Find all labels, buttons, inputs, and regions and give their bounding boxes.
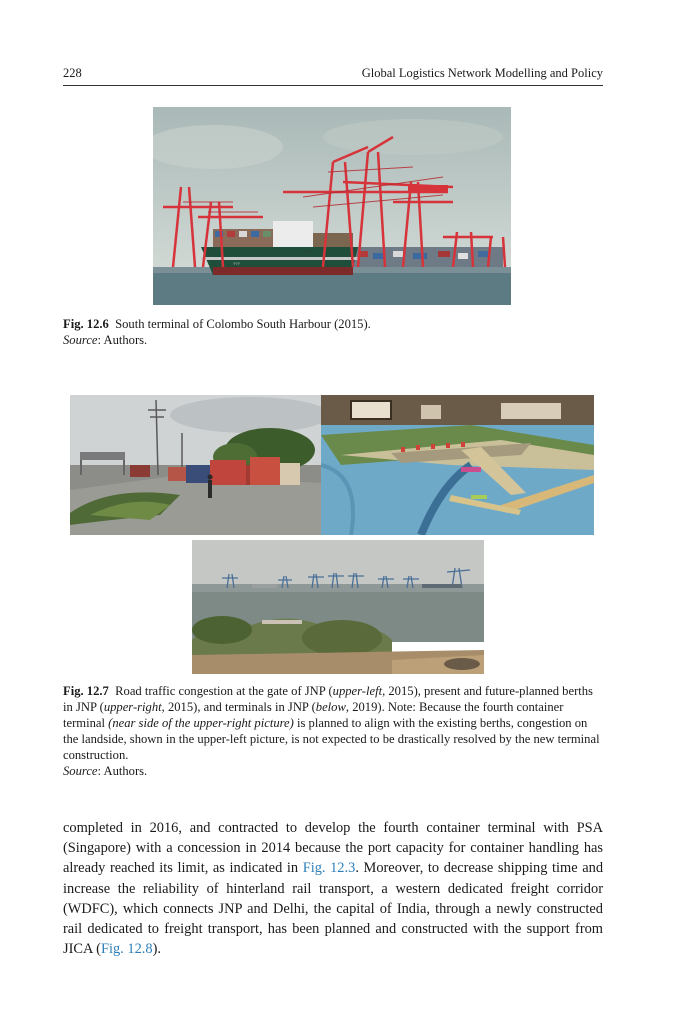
figure-12-6-caption bbox=[63, 316, 603, 348]
figure-12-7-caption-part: Road traffic congestion at the gate of JNP ( bbox=[115, 684, 333, 698]
figure-12-7-caption-emph: (near side of the upper-right picture) bbox=[108, 716, 294, 730]
page-number: 228 bbox=[63, 66, 82, 80]
body-text-part: completed in 2016, and contracted to develop the fourth container terminal with PSA (Singapore) with a concession in 2014 because the port capacity for container handling has already reached its limit, as indicated in bbox=[63, 820, 603, 877]
body-paragraph bbox=[63, 818, 603, 959]
figure-12-7-caption bbox=[63, 683, 603, 779]
figure-12-6-source-text: : Authors. bbox=[97, 333, 148, 347]
figure-12-7-caption-emph: below bbox=[315, 700, 346, 714]
figure-12-7-caption-part: , 2015), and terminals in JNP ( bbox=[161, 700, 316, 714]
figure-12-6-image bbox=[153, 107, 511, 305]
ship-name-left: ??? bbox=[233, 261, 240, 266]
figure-12-6-caption-text: South terminal of Colombo South Harbour (2015). bbox=[115, 317, 371, 331]
figure-12-7-caption-part: , 2015), present and future-planned berths in JNP ( bbox=[63, 684, 593, 714]
body-text-part: ). bbox=[152, 941, 161, 958]
ship-name-right: ???? bbox=[303, 249, 312, 254]
figure-12-7-caption-emph: upper-left bbox=[332, 684, 383, 698]
figure-12-3-link[interactable]: Fig. 12.3 bbox=[302, 860, 356, 877]
figure-12-7-upper-left-image bbox=[70, 395, 321, 535]
figure-12-8-link[interactable]: Fig. 12.8 bbox=[100, 941, 153, 958]
figure-12-7-label: Fig. 12.7 bbox=[63, 684, 109, 698]
header-rule bbox=[63, 85, 603, 86]
figure-12-6-label: Fig. 12.6 bbox=[63, 317, 109, 331]
figure-12-7-lower-image bbox=[192, 540, 484, 674]
running-header bbox=[63, 62, 603, 82]
figure-12-7-upper-right-image bbox=[321, 395, 594, 535]
running-title: Global Logistics Network Modelling and Policy bbox=[361, 66, 603, 80]
figure-12-6-source-label: Source bbox=[63, 333, 98, 347]
figure-12-7-caption-emph: upper-right bbox=[103, 700, 162, 714]
figure-12-7-source-text: : Authors. bbox=[97, 764, 148, 778]
figure-12-7-source-label: Source bbox=[63, 764, 98, 778]
body-text-part: . Moreover, to decrease shipping time and increase the reliability of hinterland rail transport, a western dedicated freight corridor (WDFC), which connects JNP and Delhi, the capital of India, through a newly constructed rail dedicated to freight transport, has been planned and constructed with the support from JICA ( bbox=[63, 860, 604, 958]
figure-12-7-caption-part: , 2019). Note: Because the fourth container terminal bbox=[63, 700, 564, 730]
figure-12-7-caption-part: is planned to align with the existing berths, congestion on the landside, shown in the upper-left picture, is not expected to be drastically resolved by the new terminal construction. bbox=[63, 716, 600, 762]
